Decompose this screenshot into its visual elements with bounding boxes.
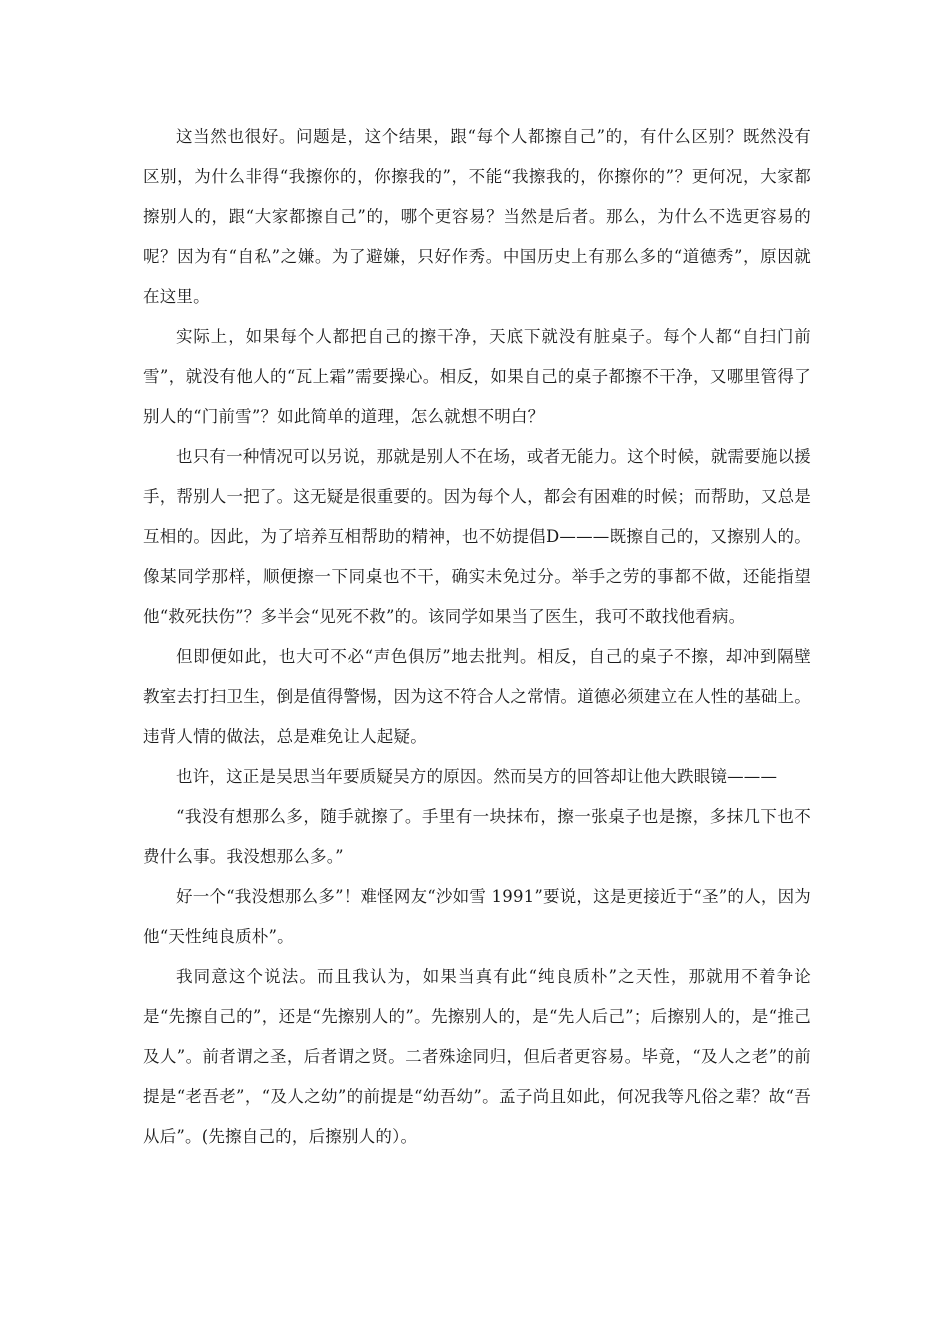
- paragraph-8: 我同意这个说法。而且我认为，如果当真有此“纯良质朴”之天性，那就用不着争论是“先擦自己的”，还是“先擦别人的”。先擦别人的，是“先人后己”；后擦别人的，是“推己及人”。前者谓之圣，后者谓之贤。二者殊途同归，但后者更容易。毕竟，“及人之老”的前提是“老吾老”，“及人之幼”的前提是“幼吾幼”。孟子尚且如此，何况我等凡俗之辈？故“吾从后”。(先擦自己的，后擦别人的）。: [143, 967, 811, 1146]
- paragraph-7: 好一个“我没想那么多”！难怪网友“沙如雪 1991”要说，这是更接近于“圣”的人，因为他“天性纯良质朴”。: [143, 887, 811, 946]
- paragraph-3: 也只有一种情况可以另说，那就是别人不在场，或者无能力。这个时候，就需要施以援手，帮别人一把了。这无疑是很重要的。因为每个人，都会有困难的时候；而帮助，又总是互相的。因此，为了培养互相帮助的精神，也不妨提倡D———既擦自己的，又擦别人的。像某同学那样，顺便擦一下同桌也不干，确实未免过分。举手之劳的事都不做，还能指望他“救死扶伤”？多半会“见死不救”的。该同学如果当了医生，我可不敢找他看病。: [143, 447, 811, 626]
- paragraph-4: 但即便如此，也大可不必“声色俱厉”地去批判。相反，自己的桌子不擦，却冲到隔壁教室去打扫卫生，倒是值得警惕，因为这不符合人之常情。道德必须建立在人性的基础上。违背人情的做法，总是难免让人起疑。: [143, 647, 811, 746]
- paragraph-2: 实际上，如果每个人都把自己的擦干净，天底下就没有脏桌子。每个人都“自扫门前雪”，就没有他人的“瓦上霜”需要操心。相反，如果自己的桌子都擦不干净，又哪里管得了别人的“门前雪”？如此简单的道理，怎么就想不明白？: [143, 327, 811, 426]
- paragraph-6: “我没有想那么多，随手就擦了。手里有一块抹布，擦一张桌子也是擦，多抹几下也不费什么事。我没想那么多。”: [143, 807, 811, 866]
- paragraph-1: 这当然也很好。问题是，这个结果，跟“每个人都擦自己”的，有什么区别？既然没有区别，为什么非得“我擦你的，你擦我的”，不能“我擦我的，你擦你的”？更何况，大家都擦别人的，跟“大家都擦自己”的，哪个更容易？当然是后者。那么，为什么不选更容易的呢？因为有“自私”之嫌。为了避嫌，只好作秀。中国历史上有那么多的“道德秀”，原因就在这里。: [143, 127, 811, 306]
- article-body: [143, 117, 811, 1157]
- paragraph-5: 也许，这正是吴思当年要质疑吴方的原因。然而吴方的回答却让他大跌眼镜———: [176, 767, 778, 786]
